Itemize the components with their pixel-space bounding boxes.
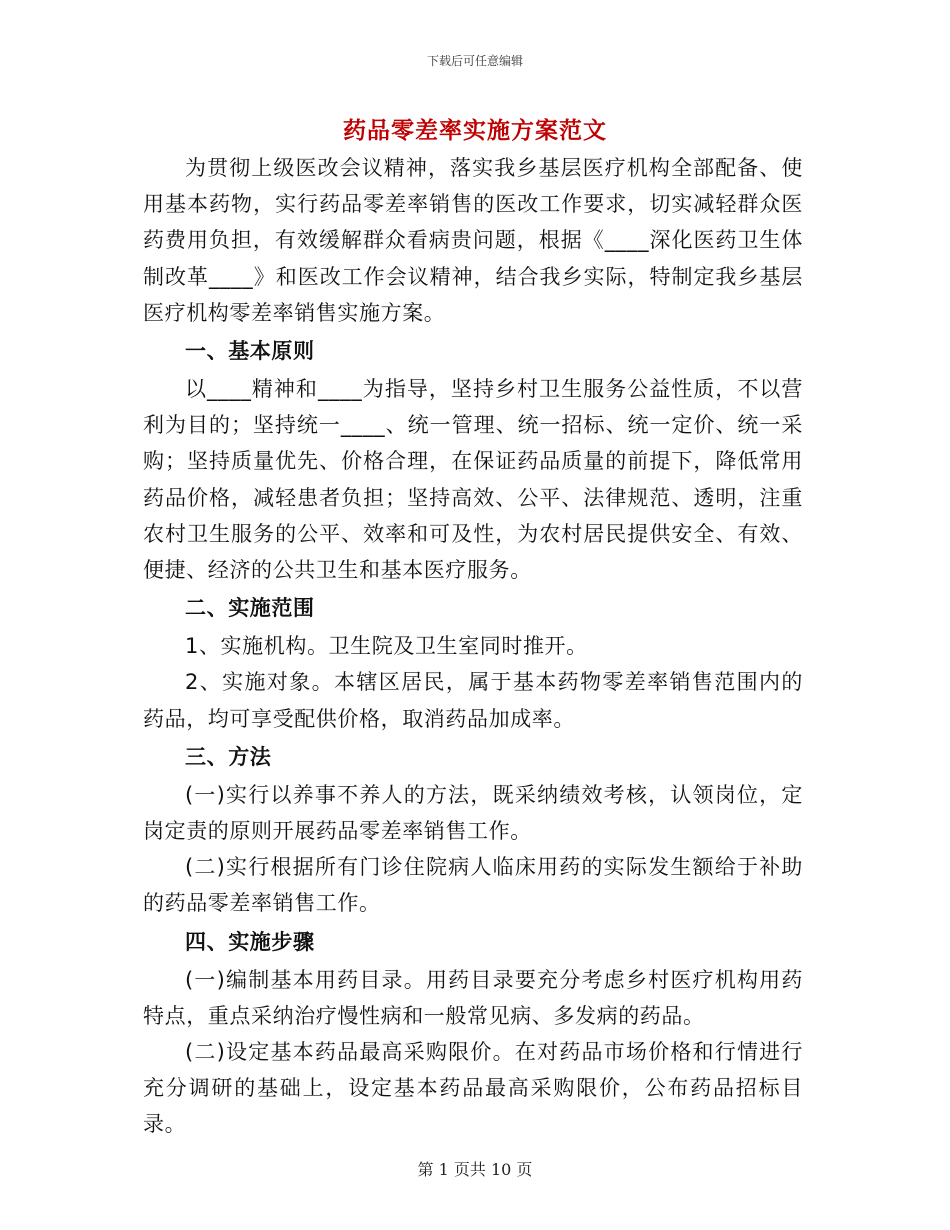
- intro-paragraph: 为贯彻上级医改会议精神，落实我乡基层医疗机构全部配备、使用基本药物，实行药品零差率销售的医改工作要求，切实减轻群众医药费用负担，有效缓解群众看病贵问题，根据《____深化医药卫生体制改革____》和医改工作会议精神，结合我乡实际，特制定我乡基层医疗机构零差率销售实施方案。: [143, 156, 803, 325]
- steps-item-2: (二)设定基本药品最高采购限价。在对药品市场价格和行情进行充分调研的基础上，设定基本药品最高采购限价，公布药品招标目录。: [143, 1040, 803, 1137]
- section-heading-steps: 四、实施步骤: [185, 929, 315, 954]
- scope-item-1: 1、实施机构。卫生院及卫生室同时推开。: [185, 634, 588, 659]
- page-footer: 第 1 页共 10 页: [417, 1160, 533, 1179]
- page-header: 下载后可任意编辑: [426, 54, 523, 68]
- section-heading-principles: 一、基本原则: [185, 339, 315, 364]
- document-title: 药品零差率实施方案范文: [343, 118, 607, 144]
- section-heading-methods: 三、方法: [185, 744, 272, 769]
- scope-item-2: 2、实施对象。本辖区居民，属于基本药物零差率销售范围内的药品，均可享受配供价格，取消药品加成率。: [143, 670, 803, 731]
- principles-paragraph: 以____精神和____为指导，坚持乡村卫生服务公益性质，不以营利为目的；坚持统一____、统一管理、统一招标、统一定价、统一采购；坚持质量优先、价格合理，在保证药品质量的前提下，降低常用药品价格，减轻患者负担；坚持高效、公平、法律规范、透明，注重农村卫生服务的公平、效率和可及性，为农村居民提供安全、有效、便捷、经济的公共卫生和基本医疗服务。: [143, 377, 803, 583]
- document-body: [143, 150, 803, 1143]
- methods-item-2: (二)实行根据所有门诊住院病人临床用药的实际发生额给于补助的药品零差率销售工作。: [143, 855, 803, 916]
- methods-item-1: (一)实行以养事不养人的方法，既采纳绩效考核，认领岗位，定岗定责的原则开展药品零差率销售工作。: [143, 782, 803, 844]
- section-heading-scope: 二、实施范围: [185, 596, 315, 621]
- steps-item-1: (一)编制基本用药目录。用药目录要充分考虑乡村医疗机构用药特点，重点采纳治疗慢性病和一般常见病、多发病的药品。: [143, 967, 803, 1028]
